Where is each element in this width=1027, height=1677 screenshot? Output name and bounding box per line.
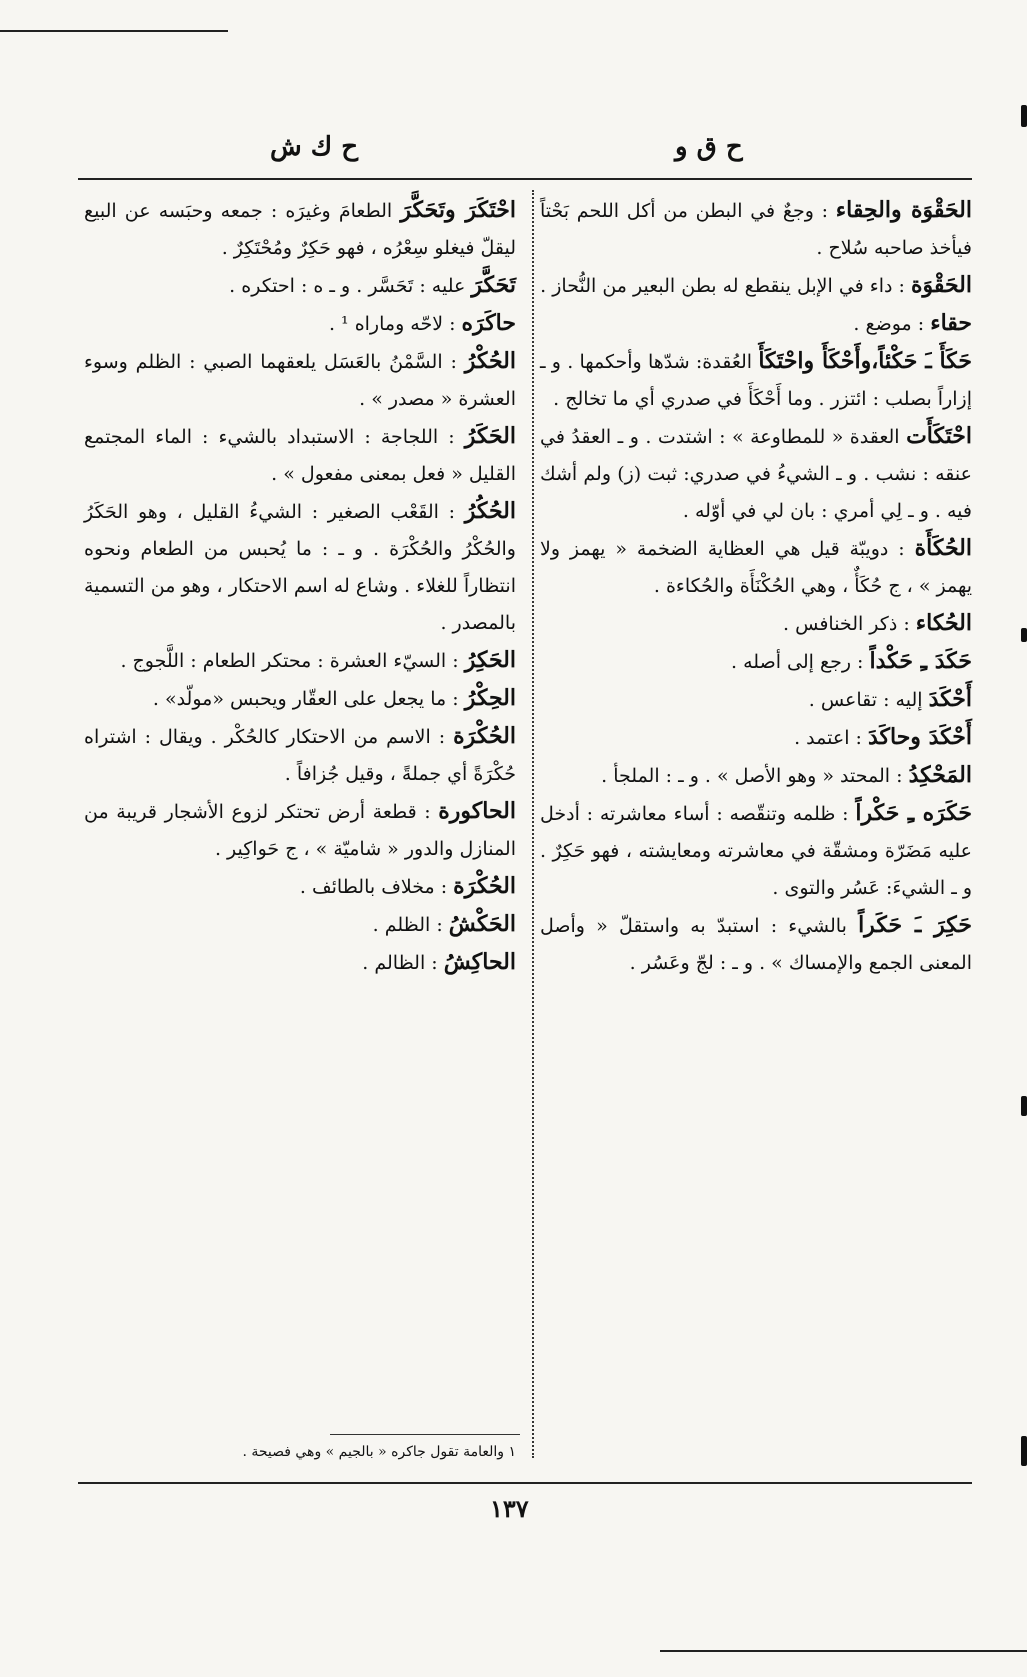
scan-edge-line-bottom [660,1650,1027,1652]
dictionary-entry [540,605,972,643]
entry-headword: الحَقْوَة والحِقاء [835,197,972,223]
entry-definition: : الظلم . [372,914,443,936]
dictionary-entry [540,719,972,757]
entry-definition: : لاحّه وماراه ¹ . [328,313,456,335]
entry-definition: : الاسم من الاحتكار كالحُكْر . ويقال : اشتراه حُكْرَةً أي جملةً ، وقيل جُزافاً . [84,726,516,785]
dictionary-entry [84,906,516,944]
dictionary-entry [84,868,516,906]
entry-definition: : ما يجعل على العقّار ويحبس «مولّد» . [152,688,459,710]
dictionary-entry [84,793,516,868]
dictionary-entry [84,642,516,680]
entry-headword: حاكَرَه [461,310,516,336]
header-right-title: ح ق و [675,132,743,162]
edge-mark [1021,1436,1027,1466]
entry-definition: : دويبّة قيل هي العظاية الضخمة « يهمز ولا يهمز » ، ج حُكَأٌ ، وهي الحُكْنَأَة والحُكاءة . [540,538,972,597]
entry-definition: : وجعٌ في البطن من أكل اللحم بَحْتاً فيأخذ صاحبه سُلاح . [540,200,972,259]
dictionary-entry [540,757,972,795]
entry-definition: : المحتد « وهو الأصل » . و ـ : الملجأ . [601,765,903,787]
entry-headword: الحَكْشُ [448,911,516,937]
entry-headword: الحَقْوَة [910,272,972,298]
entry-definition: العُقدة: شدّها وأحكمها . و ـ إزاراً بصلب : ائتزر . وما أَحْكَأَ في صدري أي ما تخالج . [540,351,972,410]
dictionary-entry [84,944,516,982]
entry-definition: : السَّمْنُ بالعَسَل يلعقهما الصبي : الظلم وسوء العشرة « مصدر » . [84,351,516,410]
entry-headword: حقاء [930,310,972,336]
dictionary-entry [84,267,516,305]
entry-headword: احْتَكَأَت [906,423,972,449]
dictionary-entry [84,192,516,267]
footnote: ١ والعامة تقول جاكره « بالجيم » وهي فصيحة . [242,1444,516,1460]
entry-headword: أَحْكَدَ وحاكَدَ [867,724,972,750]
dictionary-entry [540,681,972,719]
dictionary-entry [540,305,972,343]
dictionary-entry [84,418,516,493]
entry-definition: : السيّء العشرة : محتكر الطعام : اللَّجوج . [120,650,459,672]
entry-headword: الحُكُرُ [464,498,516,524]
entry-headword: الحُكْرَة [453,873,516,899]
entry-headword: حَكَرَه ـِ حَكْراً [855,800,973,826]
entry-definition: بالشيء : استبدّ به واستقلّ « وأصل المعنى الجمع والإمساك » . و ـ : لجّ وعَسُر . [540,915,972,974]
entry-definition: : اللجاجة : الاستبداد بالشيء : الماء المجتمع القليل « فعل بمعنى مفعول » . [84,426,516,485]
entry-definition: : رجع إلى أصله . [731,651,864,673]
edge-mark [1021,628,1027,642]
edge-mark [1021,105,1027,127]
entry-headword: أَحْكَدَ [928,686,972,712]
entry-headword: الحُكْرَة [453,723,516,749]
entry-definition: : موضع . [853,313,925,335]
dictionary-entry [540,907,972,982]
scan-edge-line-top [0,30,228,32]
entry-definition: : ظلمه وتنقّصه : أساء معاشرته : أدخل عليه مَضَرّة ومشقّة في معاشرته ومعايشته ، فهو حَكِرٌ . و ـ الشيءَ: عَسُر والتوى . [540,803,972,899]
dictionary-entry [84,493,516,642]
dictionary-entry [84,343,516,418]
entry-definition: الطعامَ وغيرَه : جمعه وحبَسه عن البيع ليقلّ فيغلو سِعْرُه ، فهو حَكِرٌ ومُحْتَكِرٌ . [84,200,516,259]
dictionary-entry [84,718,516,793]
dictionary-entry [540,192,972,267]
entry-headword: الحِكْرُ [464,685,516,711]
dictionary-entry [84,680,516,718]
dictionary-entry [540,530,972,605]
entry-definition: : اعتمد . [794,727,862,749]
edge-mark [1021,1096,1027,1116]
entry-headword: الحُكَأَة [914,535,972,561]
entry-headword: الحَكَرُ [464,423,516,449]
entry-definition: إليه : تقاعس . [808,689,923,711]
entry-headword: الحُكْرُ [464,348,516,374]
footer-rule [78,1482,972,1484]
entry-definition: : القَعْب الصغير : الشيءُ القليل ، وهو الحَكَرُ والحُكْرُ والحُكْرَة . و ـ : ما يُحبس من الطعام ونحوه انتظاراً للغلاء . وشاع له اسم الاحتكار ، وهو من التسمية بالمصدر . [84,501,516,634]
header-rule [78,178,972,180]
entry-definition: : مخلاف بالطائف . [299,876,448,898]
entry-headword: حَكَأَ ـَ حَكْئاً،وأَحْكَأَ واحْتَكَأَ [758,348,973,374]
dictionary-entry [540,267,972,305]
entry-headword: حَكِرَ ـَ حَكَراً [858,912,972,938]
entry-headword: الحُكاء [915,610,972,636]
left-column [84,192,516,982]
entry-definition: : الظالم . [362,952,438,974]
dictionary-entry [540,795,972,907]
entry-headword: المَحْكِدُ [908,762,972,788]
entry-headword: الحاكورة [438,798,516,824]
entry-definition: : داء في الإبل ينقطع له بطن البعير من النُّحاز . [540,275,905,297]
entry-definition: : قطعة أرض تحتكر لزوع الأشجار قريبة من المنازل والدور « شاميّة » ، ج حَواكِير . [84,801,516,860]
entry-headword: احْتَكَرَ وتَحَكَّرَ [400,197,516,223]
page-number: ١٣٧ [490,1494,529,1523]
footnote-rule [330,1434,520,1435]
entry-headword: الحاكِشُ [443,949,516,975]
right-column [540,192,972,982]
entry-headword: حَكَدَ ـِ حَكْداً [869,648,972,674]
dictionary-entry [540,418,972,530]
dictionary-entry [84,305,516,343]
header-left-title: ح ك ش [270,132,359,162]
column-divider [532,190,534,1458]
dictionary-entry [540,343,972,418]
entry-definition: العقدة « للمطاوعة » : اشتدت . و ـ العقدُ في عنقه : نشب . و ـ الشيءُ في صدري: ثبت (ز) ولم أشك فيه . و ـ لِي أمري : بان لي في أوّله . [540,426,972,522]
dictionary-entry [540,643,972,681]
entry-definition: عليه : تَحَسَّر . و ـ ه : احتكره . [229,275,466,297]
entry-headword: الحَكِرُ [464,647,516,673]
entry-headword: تَحَكَّرَ [471,272,516,298]
entry-definition: : ذكر الخنافس . [783,613,910,635]
